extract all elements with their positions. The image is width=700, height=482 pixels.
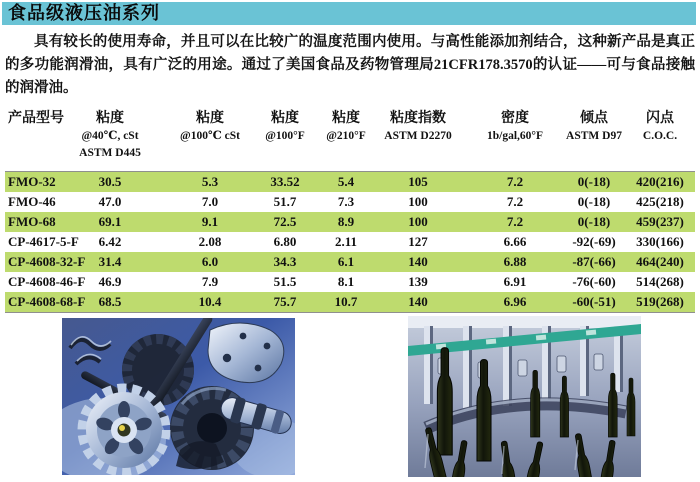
value-cell: 6.80 — [273, 234, 297, 249]
bottling-line-photo — [408, 316, 641, 477]
table-row — [5, 212, 695, 232]
value-cell: 8.1 — [337, 274, 355, 289]
column-label: 倾点 — [580, 111, 608, 126]
column-label: 闪点 — [646, 111, 674, 126]
table-row — [5, 192, 695, 212]
value-cell: 127 — [408, 234, 428, 249]
column-subtitle: ASTM D97 — [566, 130, 622, 142]
value-cell: 140 — [408, 254, 428, 269]
value-cell: -76(-60) — [572, 274, 616, 289]
value-cell: 2.11 — [334, 234, 358, 249]
bottling-line-photo — [408, 316, 641, 477]
product-model: CP-4608-32-F — [8, 254, 86, 269]
column-header — [79, 110, 141, 161]
column-label: 粘度 — [331, 111, 360, 126]
column-subtitle: @100℃ cSt — [180, 130, 240, 142]
value-cell: 6.0 — [201, 254, 219, 269]
page-title: 食品级液压油系列 — [8, 3, 160, 23]
column-subtitle: C.O.C. — [642, 130, 678, 142]
value-cell: 9.1 — [201, 214, 219, 229]
value-cell: 0(-18) — [577, 194, 611, 209]
column-subtitle: @40℃, cSt — [81, 130, 139, 142]
value-cell: 330(166) — [636, 234, 684, 249]
value-cell: 2.08 — [198, 234, 222, 249]
table-row — [5, 172, 695, 192]
product-model: CP-4617-5-F — [8, 234, 79, 249]
value-cell: 7.2 — [506, 174, 524, 189]
value-cell: 6.1 — [337, 254, 355, 269]
value-cell: 139 — [408, 274, 428, 289]
table-row — [5, 232, 695, 252]
value-cell: 420(216) — [636, 174, 684, 189]
product-model: FMO-32 — [8, 174, 56, 189]
value-cell: 31.4 — [98, 254, 122, 269]
column-subtitle: ASTM D2270 — [384, 130, 452, 142]
value-cell: 30.5 — [98, 174, 122, 189]
value-cell: 10.7 — [334, 294, 358, 309]
product-model: CP-4608-46-F — [8, 274, 86, 289]
value-cell: 6.88 — [503, 254, 527, 269]
value-cell: 100 — [408, 214, 428, 229]
column-subtitle: ASTM D445 — [79, 147, 141, 159]
value-cell: 464(240) — [636, 254, 684, 269]
value-cell: 7.0 — [201, 194, 219, 209]
column-header — [566, 110, 622, 144]
value-cell: 6.66 — [503, 234, 527, 249]
product-model: FMO-46 — [8, 194, 56, 209]
value-cell: 51.7 — [273, 194, 297, 209]
value-cell: 6.42 — [98, 234, 122, 249]
value-cell: 8.9 — [337, 214, 355, 229]
column-subtitle: @100°F — [265, 130, 305, 142]
value-cell: 105 — [408, 174, 428, 189]
column-header — [643, 110, 677, 144]
title-bar — [2, 2, 696, 25]
table-body — [5, 171, 695, 313]
table-row — [5, 272, 695, 292]
value-cell: 459(237) — [636, 214, 684, 229]
value-cell: 6.96 — [503, 294, 527, 309]
value-cell: 69.1 — [98, 214, 122, 229]
value-cell: 140 — [408, 294, 428, 309]
value-cell: 51.5 — [273, 274, 297, 289]
column-label: 粘度 — [196, 111, 224, 126]
column-header — [180, 110, 240, 144]
column-label: 产品型号 — [8, 111, 64, 126]
value-cell: 7.9 — [201, 274, 219, 289]
product-model: FMO-68 — [8, 214, 56, 229]
column-header — [326, 110, 366, 144]
value-cell: 0(-18) — [577, 174, 611, 189]
column-label: 密度 — [500, 111, 529, 126]
machine-gears-photo — [62, 318, 295, 475]
column-header — [265, 110, 305, 144]
column-header — [384, 110, 451, 144]
value-cell: -87(-66) — [572, 254, 616, 269]
value-cell: 5.4 — [337, 174, 355, 189]
value-cell: 46.9 — [98, 274, 122, 289]
column-label: 粘度指数 — [390, 111, 446, 126]
value-cell: -60(-51) — [572, 294, 616, 309]
machine-gears-photo — [62, 318, 295, 475]
value-cell: 0(-18) — [577, 214, 611, 229]
table-row — [5, 252, 695, 272]
value-cell: 514(268) — [636, 274, 684, 289]
value-cell: 34.3 — [273, 254, 297, 269]
product-model: CP-4608-68-F — [8, 294, 86, 309]
column-header — [487, 110, 543, 144]
value-cell: 75.7 — [273, 294, 297, 309]
column-label: 粘度 — [96, 111, 124, 126]
table-row — [5, 292, 695, 312]
value-cell: 10.4 — [198, 294, 222, 309]
value-cell: -92(-69) — [572, 234, 616, 249]
column-header — [8, 110, 64, 127]
value-cell: 425(218) — [636, 194, 684, 209]
intro-paragraph: 具有较长的使用寿命，并且可以在比较广的温度范围内使用。与高性能添加剂结合，这种新产品是真正的多功能润滑油，具有广泛的用途。通过了美国食品及药物管理局21CFR178.3570的认证——可与食品接触的润滑油。 — [5, 34, 695, 96]
value-cell: 7.3 — [337, 194, 355, 209]
value-cell: 7.2 — [506, 214, 524, 229]
value-cell: 47.0 — [98, 194, 122, 209]
column-label: 粘度 — [270, 111, 299, 126]
table-header — [5, 110, 695, 171]
value-cell: 68.5 — [98, 294, 122, 309]
column-subtitle: 1b/gal,60°F — [486, 130, 544, 142]
value-cell: 7.2 — [506, 194, 524, 209]
value-cell: 519(268) — [636, 294, 684, 309]
value-cell: 5.3 — [201, 174, 219, 189]
value-cell: 72.5 — [273, 214, 297, 229]
column-subtitle: @210°F — [326, 130, 366, 142]
value-cell: 33.52 — [270, 174, 300, 189]
value-cell: 6.91 — [503, 274, 527, 289]
value-cell: 100 — [408, 194, 428, 209]
